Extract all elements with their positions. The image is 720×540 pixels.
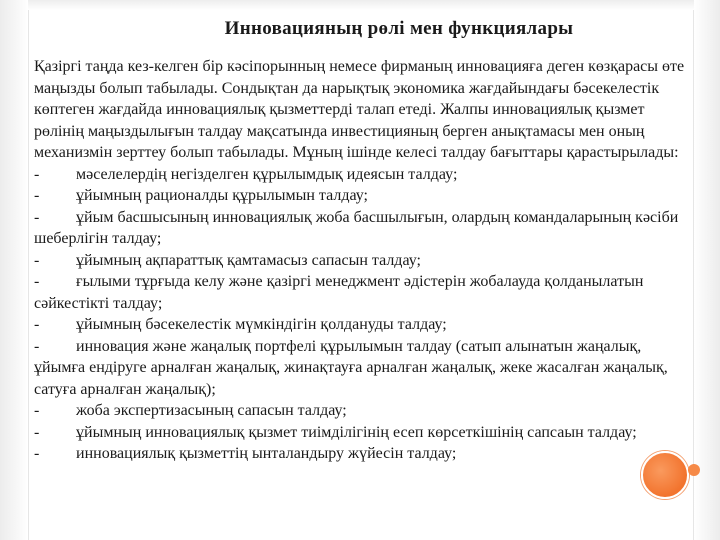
list-item-text: мәселелердің негізделген құрылымдық идеясын талдау; <box>76 165 458 183</box>
slide-frame-top <box>28 0 694 10</box>
list-bullet-dash: - <box>34 251 40 269</box>
list-item-text: ұйымның рационалды құрылымын талдау; <box>76 187 368 204</box>
list-item <box>34 207 694 250</box>
list-item-text: инновациялық қызметтің ынталандыру жүйесін талдау; <box>76 445 457 462</box>
list-bullet-dash: - <box>34 273 40 290</box>
list-item-text: ұйым басшысының инновациялық жоба басшылығын, олардың командаларының кәсіби шеберлігін талдау; <box>34 208 679 247</box>
slide-body <box>34 56 694 465</box>
slide-title: Инновацияның рөлі мен функциялары <box>224 18 574 39</box>
list-bullet-dash: - <box>34 445 40 462</box>
list-item <box>34 185 694 207</box>
list-item <box>34 250 694 272</box>
list-item <box>34 336 694 401</box>
list-bullet-dash: - <box>34 208 40 226</box>
list-bullet-dash: - <box>34 423 40 441</box>
list-bullet-dash: - <box>34 165 40 183</box>
slide-frame-left <box>0 0 29 540</box>
list-item <box>34 400 694 422</box>
list-item <box>34 271 694 314</box>
list-bullet-dash: - <box>34 316 40 333</box>
list-item-text: жоба экспертизасының сапасын талдау; <box>76 402 347 419</box>
list-item <box>34 443 694 465</box>
intro-paragraph: Қазіргі таңда кез-келген бір кәсіпорынның немесе фирманың инновацияға деген көзқарасы өте маңызды болып табылады. Сондықтан да нарықтық экономика жағдайындағы бәсекелестік көптеген жағдайда инновациялық қызметтерді талап етеді. Жалпы инновациялық қызмет рөлінің маңыздылығын талдау мақсатында инвестицияның берген анықтамасы мен оның механизмін зерттеу болып табылады. Мұның ішінде келесі талдау бағыттары қарастырылады: <box>34 58 685 161</box>
list-item-text: ұйымның ақпараттық қамтамасыз сапасын талдау; <box>76 251 421 269</box>
decorative-orange-circle <box>641 451 689 499</box>
list-item <box>34 164 694 186</box>
analysis-list <box>34 164 694 465</box>
list-bullet-dash: - <box>34 337 40 355</box>
list-bullet-dash: - <box>34 402 40 419</box>
list-item <box>34 422 694 444</box>
list-bullet-dash: - <box>34 187 40 204</box>
slide-frame-right <box>693 0 720 540</box>
list-item-text: ұйымның бәсекелестік мүмкіндігін қолдануды талдау; <box>76 316 447 333</box>
list-item-text: ғылыми тұрғыда келу және қазіргі менеджмент әдістерін жобалауда қолданылатын сәйкестікті талдау; <box>34 273 644 312</box>
list-item-text: ұйымның инновациялық қызмет тиімділігінің есеп көрсеткішінің сапсаын талдау; <box>76 423 637 441</box>
list-item <box>34 314 694 336</box>
list-item-text: инновация және жаңалық портфелі құрылымын талдау (сатып алынатын жаңалық, ұйымға ендіруге арналған жаңалық, жинақтауға арналған жаңалық, жеке жасалған жаңалық, сатуға арналған жаңалық); <box>34 337 668 398</box>
decorative-orange-dot <box>688 464 700 476</box>
